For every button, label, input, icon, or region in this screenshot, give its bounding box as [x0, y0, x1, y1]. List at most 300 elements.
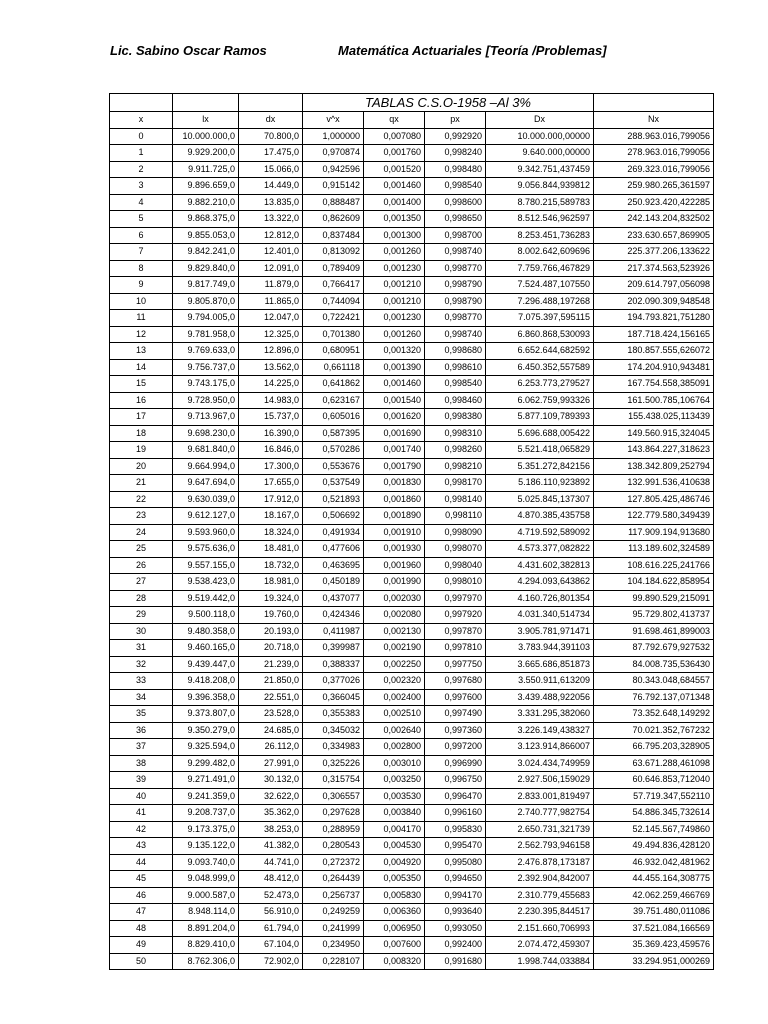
- cell-px: 0,998740: [425, 326, 486, 343]
- cell-px: 0,995470: [425, 838, 486, 855]
- cell-qx: 0,002080: [364, 607, 425, 624]
- cell-dx: 11.865,0: [239, 293, 303, 310]
- cell-qx: 0,001460: [364, 376, 425, 393]
- cell-x: 33: [110, 673, 173, 690]
- cell-px: 0,998680: [425, 343, 486, 360]
- cell-lx: 9.842.241,0: [173, 244, 239, 261]
- cell-x: 31: [110, 640, 173, 657]
- course-title: Matemática Actuariales [Teoría /Problemas]: [338, 43, 607, 58]
- cell-x: 7: [110, 244, 173, 261]
- cell-px: 0,998540: [425, 376, 486, 393]
- cell-Dx: 2.740.777,982754: [486, 805, 594, 822]
- cell-x: 42: [110, 821, 173, 838]
- cell-Nx: 155.438.025,113439: [594, 409, 714, 426]
- cell-lx: 9.794.005,0: [173, 310, 239, 327]
- cell-vx: 0,862609: [303, 211, 364, 228]
- cell-lx: 9.713.967,0: [173, 409, 239, 426]
- cell-Nx: 80.343.048,684557: [594, 673, 714, 690]
- cell-dx: 12.325,0: [239, 326, 303, 343]
- table-row: [110, 623, 714, 640]
- cell-lx: 9.480.358,0: [173, 623, 239, 640]
- cell-dx: 52.473,0: [239, 887, 303, 904]
- cell-px: 0,997490: [425, 706, 486, 723]
- cell-x: 37: [110, 739, 173, 756]
- cell-Nx: 132.991.536,410638: [594, 475, 714, 492]
- cell-x: 45: [110, 871, 173, 888]
- cell-vx: 0,491934: [303, 524, 364, 541]
- cell-qx: 0,005830: [364, 887, 425, 904]
- cell-vx: 0,463695: [303, 557, 364, 574]
- cell-dx: 56.910,0: [239, 904, 303, 921]
- cell-x: 26: [110, 557, 173, 574]
- cell-Nx: 127.805.425,486746: [594, 491, 714, 508]
- cell-x: 12: [110, 326, 173, 343]
- column-header-vx: v^x: [303, 112, 364, 129]
- cell-qx: 0,002400: [364, 689, 425, 706]
- cell-Dx: 4.573.377,082822: [486, 541, 594, 558]
- cell-vx: 0,744094: [303, 293, 364, 310]
- cell-x: 14: [110, 359, 173, 376]
- table-row: [110, 920, 714, 937]
- cell-Dx: 7.759.766,467829: [486, 260, 594, 277]
- table-row: [110, 277, 714, 294]
- table-row: [110, 409, 714, 426]
- cell-dx: 15.066,0: [239, 161, 303, 178]
- cell-x: 47: [110, 904, 173, 921]
- cell-lx: 9.781.958,0: [173, 326, 239, 343]
- cell-lx: 9.855.053,0: [173, 227, 239, 244]
- table-row: [110, 689, 714, 706]
- cell-x: 27: [110, 574, 173, 591]
- table-row: [110, 161, 714, 178]
- cell-lx: 9.698.230,0: [173, 425, 239, 442]
- cell-Nx: 117.909.194,913680: [594, 524, 714, 541]
- cell-vx: 0,722421: [303, 310, 364, 327]
- table-row: [110, 887, 714, 904]
- cell-Nx: 209.614.797,056098: [594, 277, 714, 294]
- cell-x: 41: [110, 805, 173, 822]
- table-row: [110, 673, 714, 690]
- cell-Dx: 5.351.272,842156: [486, 458, 594, 475]
- table-row: [110, 392, 714, 409]
- cell-x: 2: [110, 161, 173, 178]
- cell-qx: 0,003010: [364, 755, 425, 772]
- cell-x: 40: [110, 788, 173, 805]
- cell-x: 19: [110, 442, 173, 459]
- cell-x: 16: [110, 392, 173, 409]
- cell-vx: 0,837484: [303, 227, 364, 244]
- cell-px: 0,996750: [425, 772, 486, 789]
- cell-qx: 0,001860: [364, 491, 425, 508]
- cell-Dx: 3.331.295,382060: [486, 706, 594, 723]
- table-row: [110, 227, 714, 244]
- cell-lx: 9.769.633,0: [173, 343, 239, 360]
- cell-vx: 0,701380: [303, 326, 364, 343]
- cell-vx: 0,605016: [303, 409, 364, 426]
- cell-lx: 9.538.423,0: [173, 574, 239, 591]
- cell-vx: 0,661118: [303, 359, 364, 376]
- cell-px: 0,993050: [425, 920, 486, 937]
- cell-vx: 0,228107: [303, 953, 364, 970]
- cell-px: 0,998210: [425, 458, 486, 475]
- cell-lx: 9.418.208,0: [173, 673, 239, 690]
- cell-x: 21: [110, 475, 173, 492]
- cell-Nx: 180.857.555,626072: [594, 343, 714, 360]
- column-header-px: px: [425, 112, 486, 129]
- cell-Nx: 54.886.345,732614: [594, 805, 714, 822]
- cell-vx: 0,506692: [303, 508, 364, 525]
- cell-vx: 0,970874: [303, 145, 364, 162]
- cell-Dx: 7.524.487,107550: [486, 277, 594, 294]
- cell-Dx: 2.833.001,819497: [486, 788, 594, 805]
- cell-dx: 14.983,0: [239, 392, 303, 409]
- table-row: [110, 541, 714, 558]
- cell-qx: 0,002320: [364, 673, 425, 690]
- cell-dx: 19.324,0: [239, 590, 303, 607]
- table-row: [110, 607, 714, 624]
- cell-dx: 12.896,0: [239, 343, 303, 360]
- cell-vx: 0,264439: [303, 871, 364, 888]
- cell-x: 5: [110, 211, 173, 228]
- cell-vx: 0,623167: [303, 392, 364, 409]
- cell-vx: 0,377026: [303, 673, 364, 690]
- cell-lx: 9.241.359,0: [173, 788, 239, 805]
- cell-Dx: 8.780.215,589783: [486, 194, 594, 211]
- cell-px: 0,998460: [425, 392, 486, 409]
- cell-x: 3: [110, 178, 173, 195]
- cell-qx: 0,001990: [364, 574, 425, 591]
- cell-dx: 12.401,0: [239, 244, 303, 261]
- cell-qx: 0,001960: [364, 557, 425, 574]
- table-row: [110, 953, 714, 970]
- table-row: [110, 772, 714, 789]
- cell-qx: 0,002800: [364, 739, 425, 756]
- table-row: [110, 458, 714, 475]
- cell-dx: 41.382,0: [239, 838, 303, 855]
- cell-x: 20: [110, 458, 173, 475]
- cell-Nx: 87.792.679,927532: [594, 640, 714, 657]
- cell-px: 0,998380: [425, 409, 486, 426]
- cell-vx: 0,411987: [303, 623, 364, 640]
- cell-dx: 17.475,0: [239, 145, 303, 162]
- cell-Dx: 5.877.109,789393: [486, 409, 594, 426]
- table-row: [110, 590, 714, 607]
- cell-px: 0,997970: [425, 590, 486, 607]
- cell-vx: 0,766417: [303, 277, 364, 294]
- cell-qx: 0,004170: [364, 821, 425, 838]
- cell-x: 8: [110, 260, 173, 277]
- cell-vx: 0,437077: [303, 590, 364, 607]
- cell-qx: 0,001460: [364, 178, 425, 195]
- cell-lx: 9.911.725,0: [173, 161, 239, 178]
- cell-dx: 14.449,0: [239, 178, 303, 195]
- cell-Nx: 187.718.424,156165: [594, 326, 714, 343]
- cell-vx: 0,813092: [303, 244, 364, 261]
- table-row: [110, 805, 714, 822]
- cell-lx: 9.868.375,0: [173, 211, 239, 228]
- cell-qx: 0,001540: [364, 392, 425, 409]
- cell-qx: 0,001210: [364, 293, 425, 310]
- cell-lx: 10.000.000,0: [173, 128, 239, 145]
- cell-dx: 20.193,0: [239, 623, 303, 640]
- cell-Dx: 2.151.660,706993: [486, 920, 594, 937]
- cell-vx: 0,355383: [303, 706, 364, 723]
- cell-Nx: 104.184.622,858954: [594, 574, 714, 591]
- table-row: [110, 788, 714, 805]
- cell-px: 0,994170: [425, 887, 486, 904]
- cell-lx: 9.728.950,0: [173, 392, 239, 409]
- cell-lx: 9.439.447,0: [173, 656, 239, 673]
- cell-x: 22: [110, 491, 173, 508]
- cell-x: 50: [110, 953, 173, 970]
- cell-px: 0,997920: [425, 607, 486, 624]
- cell-x: 49: [110, 937, 173, 954]
- cell-px: 0,996160: [425, 805, 486, 822]
- cell-qx: 0,005350: [364, 871, 425, 888]
- table-row: [110, 508, 714, 525]
- cell-px: 0,998170: [425, 475, 486, 492]
- cell-Dx: 3.905.781,971471: [486, 623, 594, 640]
- cell-lx: 9.929.200,0: [173, 145, 239, 162]
- cell-px: 0,998070: [425, 541, 486, 558]
- cell-px: 0,998740: [425, 244, 486, 261]
- cell-Dx: 9.056.844,939812: [486, 178, 594, 195]
- cell-qx: 0,001620: [364, 409, 425, 426]
- column-header-qx: qx: [364, 112, 425, 129]
- cell-lx: 9.299.482,0: [173, 755, 239, 772]
- cell-qx: 0,001760: [364, 145, 425, 162]
- cell-vx: 0,280543: [303, 838, 364, 855]
- cell-dx: 20.718,0: [239, 640, 303, 657]
- cell-qx: 0,001790: [364, 458, 425, 475]
- cell-vx: 0,521893: [303, 491, 364, 508]
- cell-Dx: 5.696.688,005422: [486, 425, 594, 442]
- cell-x: 13: [110, 343, 173, 360]
- cell-qx: 0,003250: [364, 772, 425, 789]
- cell-qx: 0,001230: [364, 310, 425, 327]
- cell-Nx: 63.671.288,461098: [594, 755, 714, 772]
- cell-Dx: 6.062.759,993326: [486, 392, 594, 409]
- table-row: [110, 656, 714, 673]
- empty-cell: [173, 94, 239, 112]
- cell-lx: 9.500.118,0: [173, 607, 239, 624]
- cell-qx: 0,002250: [364, 656, 425, 673]
- cell-dx: 44.741,0: [239, 854, 303, 871]
- table-row: [110, 491, 714, 508]
- cell-Dx: 3.665.686,851873: [486, 656, 594, 673]
- cell-Nx: 57.719.347,552110: [594, 788, 714, 805]
- cell-Dx: 2.650.731,321739: [486, 821, 594, 838]
- cell-dx: 18.167,0: [239, 508, 303, 525]
- cell-Nx: 33.294.951,000269: [594, 953, 714, 970]
- cell-dx: 14.225,0: [239, 376, 303, 393]
- table-row: [110, 838, 714, 855]
- cell-dx: 30.132,0: [239, 772, 303, 789]
- cell-Nx: 49.494.836,428120: [594, 838, 714, 855]
- table-row: [110, 128, 714, 145]
- column-header-Dx: Dx: [486, 112, 594, 129]
- cell-lx: 9.271.491,0: [173, 772, 239, 789]
- cell-vx: 0,587395: [303, 425, 364, 442]
- cell-dx: 15.737,0: [239, 409, 303, 426]
- cell-x: 29: [110, 607, 173, 624]
- cell-dx: 70.800,0: [239, 128, 303, 145]
- table-row: [110, 359, 714, 376]
- cell-x: 24: [110, 524, 173, 541]
- cell-lx: 9.756.737,0: [173, 359, 239, 376]
- cell-Dx: 10.000.000,00000: [486, 128, 594, 145]
- cell-vx: 0,345032: [303, 722, 364, 739]
- cell-px: 0,994650: [425, 871, 486, 888]
- cell-px: 0,992400: [425, 937, 486, 954]
- cell-Dx: 6.450.352,557589: [486, 359, 594, 376]
- cell-lx: 8.891.204,0: [173, 920, 239, 937]
- cell-lx: 9.373.807,0: [173, 706, 239, 723]
- cell-Nx: 113.189.602,324589: [594, 541, 714, 558]
- cell-Dx: 6.253.773,279527: [486, 376, 594, 393]
- cell-x: 38: [110, 755, 173, 772]
- cell-dx: 13.835,0: [239, 194, 303, 211]
- cell-lx: 9.630.039,0: [173, 491, 239, 508]
- table-title: TABLAS C.S.O-1958 –Al 3%: [303, 94, 594, 112]
- cell-Dx: 4.294.093,643862: [486, 574, 594, 591]
- cell-Dx: 5.186.110,923892: [486, 475, 594, 492]
- cell-Dx: 4.719.592,589092: [486, 524, 594, 541]
- cell-Nx: 76.792.137,071348: [594, 689, 714, 706]
- table-row: [110, 178, 714, 195]
- cell-Nx: 233.630.657,869905: [594, 227, 714, 244]
- cell-lx: 9.612.127,0: [173, 508, 239, 525]
- table-row: [110, 145, 714, 162]
- empty-cell: [110, 94, 173, 112]
- cell-lx: 9.135.122,0: [173, 838, 239, 855]
- cell-qx: 0,001930: [364, 541, 425, 558]
- cell-dx: 67.104,0: [239, 937, 303, 954]
- cell-px: 0,991680: [425, 953, 486, 970]
- cell-Dx: 2.230.395,844517: [486, 904, 594, 921]
- cell-px: 0,995080: [425, 854, 486, 871]
- cell-Nx: 52.145.567,749860: [594, 821, 714, 838]
- cell-vx: 0,399987: [303, 640, 364, 657]
- cell-dx: 32.622,0: [239, 788, 303, 805]
- cell-dx: 18.481,0: [239, 541, 303, 558]
- cell-vx: 0,315754: [303, 772, 364, 789]
- cell-lx: 9.519.442,0: [173, 590, 239, 607]
- cell-vx: 0,288959: [303, 821, 364, 838]
- column-header-dx: dx: [239, 112, 303, 129]
- cell-dx: 18.981,0: [239, 574, 303, 591]
- cell-x: 18: [110, 425, 173, 442]
- cell-px: 0,998480: [425, 161, 486, 178]
- cell-Nx: 91.698.461,899003: [594, 623, 714, 640]
- cell-Nx: 250.923.420,422285: [594, 194, 714, 211]
- cell-Nx: 35.369.423,459576: [594, 937, 714, 954]
- table-row: [110, 442, 714, 459]
- cell-Nx: 138.342.809,252794: [594, 458, 714, 475]
- cell-px: 0,998790: [425, 277, 486, 294]
- cell-qx: 0,003530: [364, 788, 425, 805]
- table-row: [110, 524, 714, 541]
- cell-qx: 0,002190: [364, 640, 425, 657]
- cell-px: 0,998010: [425, 574, 486, 591]
- cell-Dx: 2.927.506,159029: [486, 772, 594, 789]
- cell-x: 17: [110, 409, 173, 426]
- cell-qx: 0,001260: [364, 326, 425, 343]
- cell-qx: 0,001690: [364, 425, 425, 442]
- cell-dx: 48.412,0: [239, 871, 303, 888]
- cell-vx: 0,334983: [303, 739, 364, 756]
- cell-px: 0,993640: [425, 904, 486, 921]
- cell-dx: 18.324,0: [239, 524, 303, 541]
- cell-x: 39: [110, 772, 173, 789]
- cell-qx: 0,001300: [364, 227, 425, 244]
- cell-vx: 0,942596: [303, 161, 364, 178]
- cell-lx: 9.350.279,0: [173, 722, 239, 739]
- cell-dx: 11.879,0: [239, 277, 303, 294]
- cell-Dx: 5.025.845,137307: [486, 491, 594, 508]
- cell-lx: 9.743.175,0: [173, 376, 239, 393]
- table-row: [110, 706, 714, 723]
- cell-vx: 0,789409: [303, 260, 364, 277]
- cell-dx: 35.362,0: [239, 805, 303, 822]
- cell-x: 4: [110, 194, 173, 211]
- table-row: [110, 310, 714, 327]
- cell-dx: 19.760,0: [239, 607, 303, 624]
- cell-Dx: 8.253.451,736283: [486, 227, 594, 244]
- cell-vx: 0,450189: [303, 574, 364, 591]
- cell-vx: 0,272372: [303, 854, 364, 871]
- cell-qx: 0,001830: [364, 475, 425, 492]
- cell-px: 0,997870: [425, 623, 486, 640]
- empty-cell: [594, 94, 714, 112]
- cell-qx: 0,001910: [364, 524, 425, 541]
- cell-vx: 0,537549: [303, 475, 364, 492]
- cell-px: 0,998540: [425, 178, 486, 195]
- cell-vx: 0,388337: [303, 656, 364, 673]
- cell-dx: 72.902,0: [239, 953, 303, 970]
- cell-vx: 0,680951: [303, 343, 364, 360]
- cell-Nx: 167.754.558,385091: [594, 376, 714, 393]
- cell-lx: 8.829.410,0: [173, 937, 239, 954]
- cell-vx: 0,553676: [303, 458, 364, 475]
- cell-Dx: 8.512.546,962597: [486, 211, 594, 228]
- cell-qx: 0,001210: [364, 277, 425, 294]
- cell-dx: 27.991,0: [239, 755, 303, 772]
- cell-vx: 0,641862: [303, 376, 364, 393]
- cell-lx: 9.208.737,0: [173, 805, 239, 822]
- table-row: [110, 475, 714, 492]
- cell-x: 25: [110, 541, 173, 558]
- mortality-table: [109, 93, 714, 970]
- cell-qx: 0,003840: [364, 805, 425, 822]
- cell-px: 0,998240: [425, 145, 486, 162]
- cell-x: 23: [110, 508, 173, 525]
- empty-cell: [239, 94, 303, 112]
- cell-x: 43: [110, 838, 173, 855]
- cell-x: 28: [110, 590, 173, 607]
- cell-px: 0,995830: [425, 821, 486, 838]
- cell-Dx: 1.998.744,033884: [486, 953, 594, 970]
- cell-Dx: 4.031.340,514734: [486, 607, 594, 624]
- cell-lx: 8.948.114,0: [173, 904, 239, 921]
- cell-dx: 16.390,0: [239, 425, 303, 442]
- cell-Nx: 95.729.802,413737: [594, 607, 714, 624]
- cell-px: 0,997200: [425, 739, 486, 756]
- cell-Dx: 2.074.472,459307: [486, 937, 594, 954]
- cell-qx: 0,001400: [364, 194, 425, 211]
- cell-qx: 0,001260: [364, 244, 425, 261]
- cell-x: 9: [110, 277, 173, 294]
